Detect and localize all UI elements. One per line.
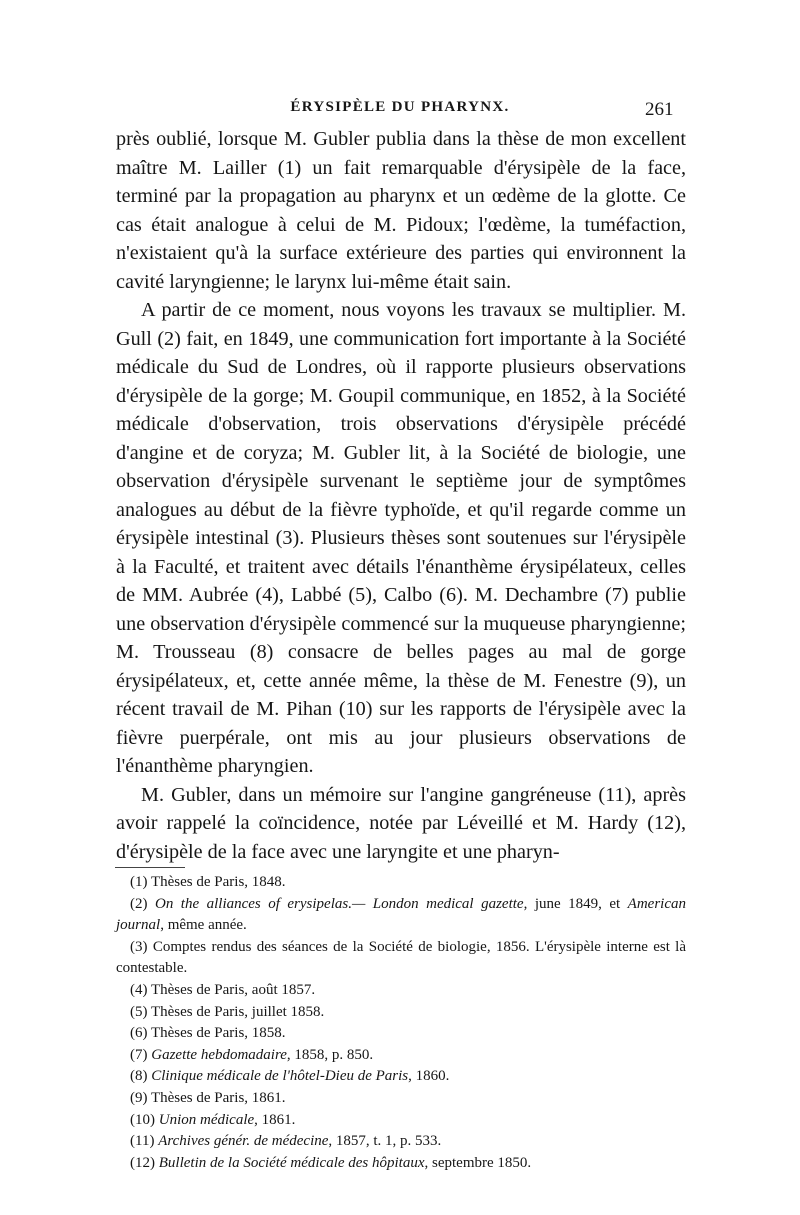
- footnote-9: [116, 1088, 686, 1110]
- footnote-number: (1): [130, 874, 148, 890]
- footnote-italic: American journal: [116, 895, 686, 934]
- footnote-number: (10): [130, 1111, 155, 1128]
- footnote-italic: Gazette hebdomadaire: [151, 1046, 287, 1063]
- footnote-italic: Union médicale: [158, 1111, 255, 1128]
- footnote-5: [116, 1002, 686, 1024]
- running-head: [0, 99, 800, 123]
- body-text: [116, 125, 686, 866]
- footnote-8: [116, 1066, 686, 1088]
- footnote-number: (5): [130, 1003, 148, 1020]
- footnote-number: (2): [130, 895, 148, 912]
- footnote-text: , 1858, p. 850.: [286, 1046, 374, 1063]
- footnote-text: Thèses de Paris, juillet 1858.: [150, 1003, 325, 1020]
- paragraph-3: M. Gubler, dans un mémoire sur l'angine gangréneuse (11), après avoir rappelé la coïncidence, notée par Léveillé et M. Hardy (12), d'érysipèle de la face avec une laryngite et une pharyn-: [116, 783, 686, 863]
- paragraph-1: près oublié, lorsque M. Gubler publia dans la thèse de mon excellent maître M. Lailler (1) un fait remarquable d'érysipèle de la face, terminé par la propagation au pharynx et un œdème de la glotte. Ce cas était analogue à celui de M. Pidoux; l'œdème, la tuméfaction, n'existaient qu'à la surface extérieure des parties qui environnent la cavité laryngienne; le larynx lui-même était sain.: [116, 128, 686, 293]
- footnote-number: (3): [130, 938, 148, 955]
- footnote-italic: Bulletin de la Société médicale des hôpitaux: [158, 1154, 425, 1171]
- footnote-10: [116, 1110, 686, 1132]
- footnote-number: (9): [130, 1089, 148, 1106]
- footnote-7: [116, 1045, 686, 1067]
- footnote-text: Thèses de Paris, 1858.: [150, 1025, 286, 1042]
- footnote-text: Comptes rendus des séances de la Société de biologie, 1856. L'érysipèle interne est là contestable.: [116, 938, 687, 977]
- footnote-number: (4): [130, 981, 148, 998]
- page-number: 261: [645, 99, 674, 120]
- footnote-12: [116, 1153, 686, 1175]
- footnote-text: , même année.: [160, 917, 247, 934]
- footnote-italic: On the alliances of erysipelas.— London medical gazette: [154, 895, 524, 912]
- footnote-number: (8): [130, 1068, 148, 1085]
- running-title: ÉRYSIPÈLE DU PHARYNX.: [290, 99, 510, 115]
- paragraph-2: A partir de ce moment, nous voyons les travaux se multiplier. M. Gull (2) fait, en 1849, une communication fort importante à la Société médicale du Sud de Londres, où il rapporte plusieurs observations d'érysipèle de la gorge; M. Goupil communique, en 1852, à la Société médicale d'observation, trois observations d'érysipèle précédé d'angine et de coryza; M. Gubler lit, à la Société de biologie, une observation d'érysipèle survenant le septième jour de symptômes analogues au début de la fièvre typhoïde, et qu'il regarde comme un érysipèle intestinal (3). Plusieurs thèses sont soutenues sur l'érysipèle à la Faculté, et traitent avec détails l'énanthème érysipélateux, celles de MM. Aubrée (4), Labbé (5), Calbo (6). M. Dechambre (7) publie une observation d'érysipèle commencé sur la muqueuse pharyngienne; M. Trousseau (8) consacre de belles pages au mal de gorge érysipélateux, et, cette année même, la thèse de M. Fenestre (9), un récent travail de M. Pihan (10) sur les rapports de l'érysipèle avec la fièvre puerpérale, ont mis au jour plusieurs observations de l'énanthème pharyngien.: [116, 299, 686, 777]
- footnote-number: (7): [130, 1046, 148, 1063]
- footnote-4: [116, 980, 686, 1002]
- footnote-3: [116, 937, 686, 980]
- footnote-text: , 1857, t. 1, p. 533.: [328, 1133, 442, 1150]
- footnote-number: (12): [130, 1154, 155, 1171]
- footnote-6: [116, 1023, 686, 1045]
- footnotes: [116, 872, 686, 1174]
- footnote-text: , june 1849, et: [523, 895, 628, 912]
- footnote-text: Thèses de Paris, 1861.: [150, 1089, 286, 1106]
- footnote-text: , 1860.: [408, 1068, 450, 1085]
- footnote-italic: Archives génér. de médecine: [158, 1133, 329, 1150]
- footnote-text: Thèses de Paris, août 1857.: [150, 981, 316, 998]
- footnote-divider: [115, 867, 185, 868]
- footnote-text: , 1861.: [254, 1111, 296, 1128]
- footnote-1: [116, 872, 686, 894]
- footnote-text: , septembre 1850.: [424, 1154, 532, 1171]
- footnote-italic: Clinique médicale de l'hôtel-Dieu de Paris: [151, 1068, 409, 1085]
- footnote-number: (11): [130, 1133, 155, 1150]
- footnote-2: [116, 894, 686, 937]
- footnote-11: [116, 1131, 686, 1153]
- footnote-text: Thèses de Paris, 1848.: [150, 874, 286, 890]
- footnote-number: (6): [130, 1025, 148, 1042]
